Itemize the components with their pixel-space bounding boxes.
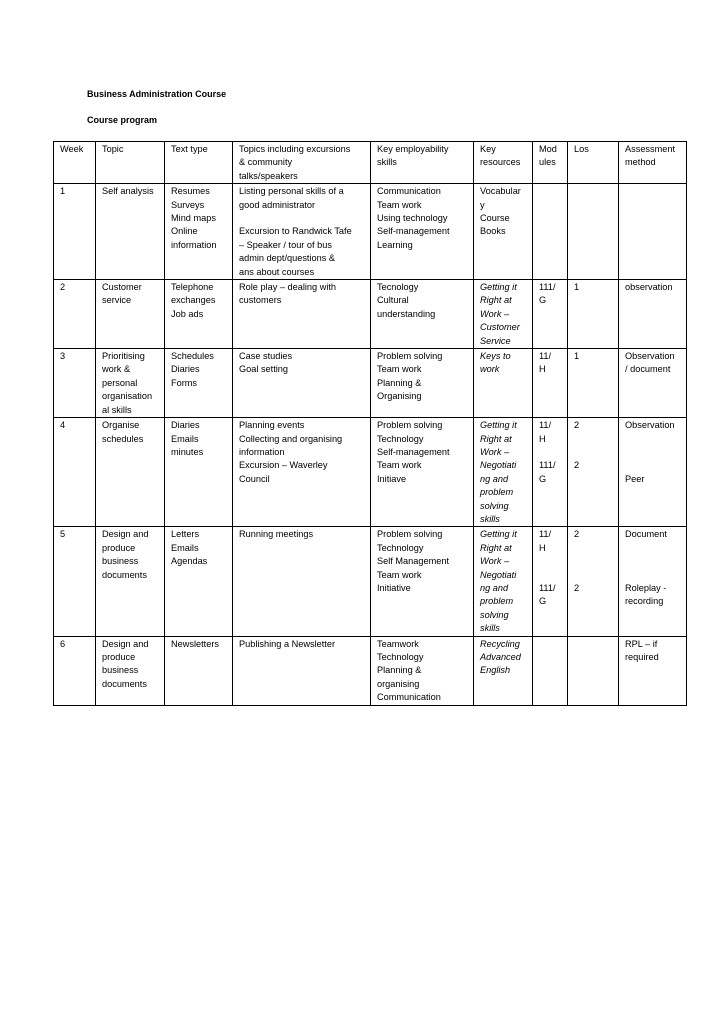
cell-week <box>54 349 96 418</box>
cell-text-line: schedules <box>102 433 144 444</box>
cell-text-line: Negotiati <box>480 460 517 471</box>
table-body <box>54 184 687 705</box>
blank-line <box>574 446 614 459</box>
cell-text-line: Advanced <box>480 652 521 663</box>
cell-text-line: exchanges <box>171 295 216 306</box>
cell-text-line: Council <box>239 473 270 484</box>
cell-text-line: Planning events <box>239 420 305 431</box>
cell-text-line: Getting it <box>480 282 517 293</box>
cell-text-line: Key <box>480 144 496 154</box>
cell-text-line: 3 <box>60 351 66 362</box>
cell-text-line: 111/ <box>539 582 556 593</box>
cell-text-line: 111/ <box>539 460 556 471</box>
cell-text-line: 2 <box>574 582 580 593</box>
cell-text-line: Collecting and organising <box>239 433 343 444</box>
cell-text-type <box>165 349 233 418</box>
cell-employability-skills <box>371 418 474 527</box>
cell-employability-skills <box>371 349 474 418</box>
cell-text-line: Right at <box>480 295 512 306</box>
cell-text-line: documents <box>102 678 147 689</box>
cell-text-line: required <box>625 652 659 663</box>
cell-text-line: skills <box>480 623 500 634</box>
cell-text-line: Work – <box>480 556 510 567</box>
column-header-assessment-method <box>619 142 687 184</box>
blank-line <box>574 555 614 568</box>
cell-text-line: Right at <box>480 542 512 553</box>
cell-los <box>568 184 619 280</box>
cell-text-line: 11/ <box>539 420 552 431</box>
cell-text-line: Los <box>574 144 589 154</box>
cell-text-line: Team work <box>377 569 422 580</box>
cell-text-line: Work – <box>480 308 510 319</box>
cell-text-line: Initiave <box>377 473 407 484</box>
cell-topics-excursions <box>233 636 371 705</box>
cell-week <box>54 527 96 636</box>
cell-text-line: Prioritising <box>102 351 145 362</box>
cell-text-type <box>165 527 233 636</box>
cell-text-line: Letters <box>171 529 200 540</box>
cell-topic <box>96 349 165 418</box>
cell-text-line: 6 <box>60 638 66 649</box>
cell-text-line: 2 <box>60 282 66 293</box>
cell-text-line: Customer <box>480 322 520 333</box>
cell-key-resources <box>474 636 533 705</box>
cell-text-line: Right at <box>480 433 512 444</box>
cell-assessment-method <box>619 527 687 636</box>
cell-text-line: resources <box>480 157 521 168</box>
cell-topics-excursions <box>233 184 371 280</box>
cell-modules <box>533 418 568 527</box>
cell-text-line: organisation <box>102 391 153 402</box>
cell-text-line: Design and <box>102 529 149 540</box>
cell-text-line: ng and <box>480 473 509 484</box>
column-header-key-resources <box>474 142 533 184</box>
cell-topic <box>96 184 165 280</box>
cell-text-line: Excursion to Randwick Tafe <box>239 226 352 237</box>
cell-text-line: Emails <box>171 433 199 444</box>
blank-line <box>539 569 563 582</box>
cell-text-line: Assessment <box>625 144 676 154</box>
cell-modules <box>533 280 568 349</box>
cell-text-line: & community <box>239 157 293 168</box>
cell-text-line: Organise <box>102 420 140 431</box>
cell-assessment-method <box>619 636 687 705</box>
cell-text-line: Mind maps <box>171 213 216 224</box>
cell-employability-skills <box>371 184 474 280</box>
cell-text-line: Surveys <box>171 199 205 210</box>
cell-text-line: Team work <box>377 364 422 375</box>
cell-text-line: service <box>102 295 132 306</box>
cell-text-line: Customer <box>102 282 142 293</box>
cell-text-line: Telephone <box>171 282 214 293</box>
cell-los <box>568 280 619 349</box>
cell-text-line: H <box>539 364 546 375</box>
cell-text-line: Cultural <box>377 295 409 306</box>
cell-topics-excursions <box>233 280 371 349</box>
cell-text-line: 2 <box>574 420 580 431</box>
cell-text-line: Week <box>60 144 84 154</box>
cell-text-line: business <box>102 556 139 567</box>
cell-text-line: ng and <box>480 582 509 593</box>
cell-text-line: H <box>539 433 546 444</box>
cell-text-line: understanding <box>377 308 436 319</box>
cell-key-resources <box>474 184 533 280</box>
column-header-modules <box>533 142 568 184</box>
cell-text-line: 111/ <box>539 282 556 293</box>
cell-text-line: Newsletters <box>171 638 219 649</box>
cell-text-line: Observation <box>625 351 675 362</box>
cell-text-line: ans about courses <box>239 266 315 277</box>
cell-text-line: G <box>539 295 547 306</box>
cell-text-line: 1 <box>60 186 66 197</box>
cell-text-line: 2 <box>574 460 580 471</box>
cell-los <box>568 527 619 636</box>
cell-text-line: Planning & <box>377 665 422 676</box>
cell-text-line: Getting it <box>480 529 517 540</box>
cell-text-line: Design and <box>102 638 149 649</box>
cell-text-line: documents <box>102 569 147 580</box>
cell-key-resources <box>474 349 533 418</box>
cell-text-line: produce <box>102 542 136 553</box>
cell-text-line: skills <box>377 157 397 168</box>
cell-topic <box>96 527 165 636</box>
cell-text-line: Forms <box>171 377 198 388</box>
cell-assessment-method <box>619 349 687 418</box>
blank-line <box>625 459 682 472</box>
document-title: Business Administration Course <box>87 89 227 99</box>
cell-text-line: Agendas <box>171 556 208 567</box>
table-row <box>54 418 687 527</box>
cell-text-line: 5 <box>60 529 66 540</box>
cell-modules <box>533 184 568 280</box>
cell-text-line: Planning & <box>377 377 422 388</box>
cell-text-line: good administrator <box>239 199 316 210</box>
cell-text-line: admin dept/questions & <box>239 253 336 264</box>
cell-key-resources <box>474 418 533 527</box>
cell-text-line: talks/speakers <box>239 170 298 181</box>
blank-line <box>574 569 614 582</box>
cell-text-line: Recycling <box>480 638 520 649</box>
cell-text-line: Goal setting <box>239 364 289 375</box>
cell-topic <box>96 280 165 349</box>
cell-text-line: Excursion – Waverley <box>239 460 328 471</box>
cell-text-line: Diaries <box>171 364 200 375</box>
cell-text-line: H <box>539 542 546 553</box>
cell-text-line: Self-management <box>377 226 450 237</box>
cell-text-line: Work – <box>480 446 510 457</box>
cell-text-line: Listing personal skills of a <box>239 186 344 197</box>
cell-text-line: Resumes <box>171 186 210 197</box>
cell-text-line: y <box>480 199 485 210</box>
cell-text-line: minutes <box>171 446 204 457</box>
cell-text-line: method <box>625 157 656 168</box>
cell-text-line: Books <box>480 226 506 237</box>
cell-text-line: Role play – dealing with <box>239 282 337 293</box>
column-header-week <box>54 142 96 184</box>
cell-text-line: Organising <box>377 391 422 402</box>
cell-text-line: Service <box>480 335 511 346</box>
cell-text-line: Problem solving <box>377 420 443 431</box>
blank-line <box>625 542 682 555</box>
cell-text-line: Observation <box>625 420 675 431</box>
cell-text-line: Problem solving <box>377 529 443 540</box>
blank-line <box>625 446 682 459</box>
cell-text-line: / document <box>625 364 671 375</box>
cell-employability-skills <box>371 280 474 349</box>
cell-text-line: information <box>171 239 217 250</box>
cell-text-line: observation <box>625 282 673 293</box>
blank-line <box>625 569 682 582</box>
cell-topics-excursions <box>233 527 371 636</box>
cell-text-line: information <box>239 446 285 457</box>
table-row <box>54 280 687 349</box>
cell-text-line: Technology <box>377 542 424 553</box>
cell-text-line: Key employability <box>377 144 449 154</box>
blank-line <box>625 433 682 446</box>
cell-text-line: 11/ <box>539 351 552 362</box>
cell-text-line: Technology <box>377 433 424 444</box>
cell-text-line: 4 <box>60 420 66 431</box>
cell-text-line: Diaries <box>171 420 200 431</box>
cell-text-line: solving <box>480 500 509 511</box>
cell-week <box>54 184 96 280</box>
cell-text-line: Topic <box>102 144 124 154</box>
blank-line <box>539 555 563 568</box>
column-header-los <box>568 142 619 184</box>
cell-text-line: Document <box>625 529 667 540</box>
cell-employability-skills <box>371 636 474 705</box>
cell-text-line: Teamwork <box>377 638 419 649</box>
cell-text-line: 2 <box>574 529 580 540</box>
cell-text-line: produce <box>102 652 136 663</box>
blank-line <box>574 433 614 446</box>
cell-los <box>568 418 619 527</box>
cell-employability-skills <box>371 527 474 636</box>
column-header-topic <box>96 142 165 184</box>
cell-text-line: Vocabular <box>480 186 521 197</box>
cell-text-line: Self-management <box>377 446 450 457</box>
cell-topic <box>96 636 165 705</box>
cell-text-line: problem <box>480 487 514 498</box>
cell-modules <box>533 527 568 636</box>
document-subtitle: Course program <box>87 115 158 125</box>
cell-text-line: Keys to <box>480 351 511 362</box>
cell-week <box>54 280 96 349</box>
cell-text-line: personal <box>102 377 138 388</box>
cell-text-line: 1 <box>574 282 580 293</box>
cell-text-line: Tecnology <box>377 282 419 293</box>
blank-line <box>239 212 366 225</box>
cell-text-type <box>165 184 233 280</box>
cell-text-line: problem <box>480 596 514 607</box>
blank-line <box>539 446 563 459</box>
cell-week <box>54 418 96 527</box>
cell-text-line: skills <box>480 513 500 524</box>
cell-text-line: Emails <box>171 542 199 553</box>
cell-text-line: Text type <box>171 144 208 154</box>
column-header-topics-excursions <box>233 142 371 184</box>
cell-text-line: Job ads <box>171 308 204 319</box>
table-row <box>54 636 687 705</box>
cell-text-line: Communication <box>377 186 441 197</box>
cell-text-line: Using technology <box>377 213 448 224</box>
cell-assessment-method <box>619 184 687 280</box>
cell-text-line: Schedules <box>171 351 214 362</box>
cell-text-line: work & <box>102 364 131 375</box>
cell-text-line: G <box>539 473 547 484</box>
cell-text-line: Running meetings <box>239 529 314 540</box>
cell-text-line: Roleplay - <box>625 582 667 593</box>
cell-text-line: Initiative <box>377 582 411 593</box>
course-program-table <box>53 141 687 706</box>
cell-text-line: Problem solving <box>377 351 443 362</box>
cell-text-line: Course <box>480 213 510 224</box>
cell-text-line: recording <box>625 596 664 607</box>
cell-text-type <box>165 418 233 527</box>
cell-text-line: Team work <box>377 460 422 471</box>
cell-text-line: organising <box>377 678 420 689</box>
cell-text-line: Case studies <box>239 351 293 362</box>
cell-text-line: al skills <box>102 404 132 415</box>
cell-topic <box>96 418 165 527</box>
cell-los <box>568 636 619 705</box>
cell-text-line: English <box>480 665 511 676</box>
cell-topics-excursions <box>233 418 371 527</box>
blank-line <box>574 542 614 555</box>
table-row <box>54 527 687 636</box>
cell-text-type <box>165 280 233 349</box>
cell-text-line: 1 <box>574 351 580 362</box>
cell-text-type <box>165 636 233 705</box>
cell-text-line: Learning <box>377 239 413 250</box>
cell-text-line: Self Management <box>377 556 450 567</box>
cell-assessment-method <box>619 280 687 349</box>
table-row <box>54 184 687 280</box>
cell-key-resources <box>474 280 533 349</box>
cell-text-line: Topics including excursions <box>239 144 351 154</box>
cell-topics-excursions <box>233 349 371 418</box>
cell-text-line: Communication <box>377 692 441 703</box>
cell-text-line: customers <box>239 295 282 306</box>
column-header-employability-skills <box>371 142 474 184</box>
table-row <box>54 349 687 418</box>
column-header-text-type <box>165 142 233 184</box>
cell-text-line: work <box>480 364 500 375</box>
cell-text-line: business <box>102 665 139 676</box>
cell-text-line: Self analysis <box>102 186 154 197</box>
table-header-row <box>54 142 687 184</box>
cell-text-line: 11/ <box>539 529 552 540</box>
cell-text-line: Mod <box>539 144 557 154</box>
blank-line <box>625 555 682 568</box>
cell-text-line: Technology <box>377 652 424 663</box>
cell-text-line: RPL – if <box>625 638 658 649</box>
cell-text-line: Publishing a Newsletter <box>239 638 336 649</box>
cell-text-line: G <box>539 596 547 607</box>
cell-text-line: Negotiati <box>480 569 517 580</box>
cell-modules <box>533 636 568 705</box>
cell-text-line: – Speaker / tour of bus <box>239 239 332 250</box>
cell-text-line: Getting it <box>480 420 517 431</box>
cell-key-resources <box>474 527 533 636</box>
cell-text-line: Online <box>171 226 198 237</box>
cell-assessment-method <box>619 418 687 527</box>
cell-los <box>568 349 619 418</box>
cell-text-line: Team work <box>377 199 422 210</box>
cell-text-line: solving <box>480 609 509 620</box>
cell-week <box>54 636 96 705</box>
cell-modules <box>533 349 568 418</box>
cell-text-line: Peer <box>625 473 645 484</box>
cell-text-line: ules <box>539 157 556 168</box>
